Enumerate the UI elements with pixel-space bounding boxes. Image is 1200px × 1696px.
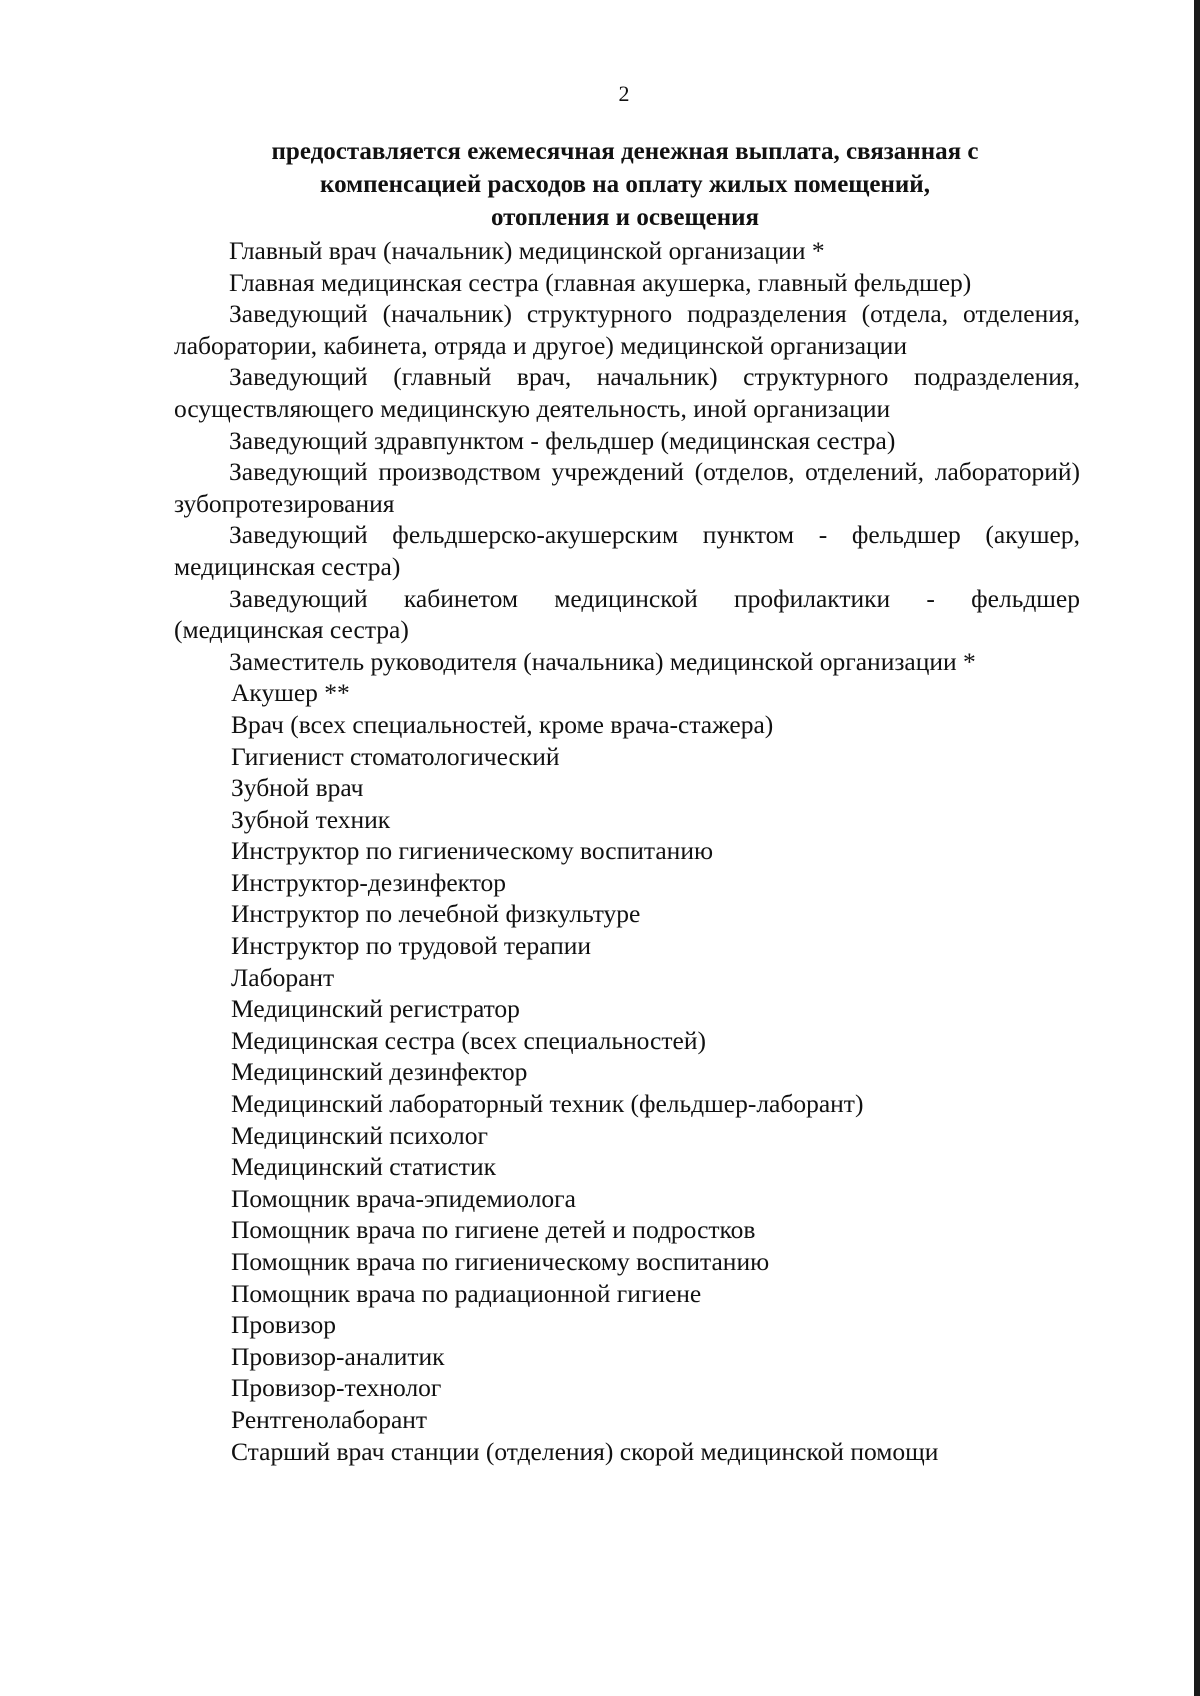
heading-line: компенсацией расходов на оплату жилых помещений, xyxy=(320,171,930,198)
position-item: Зубной врач xyxy=(231,773,364,803)
position-item: Медицинский психолог xyxy=(231,1120,488,1150)
position-item: Инструктор по лечебной физкультуре xyxy=(231,899,641,929)
position-paragraph: Главная медицинская сестра (главная акушерка, главный фельдшер) xyxy=(229,267,972,297)
position-item: Старший врач станции (отделения) скорой медицинской помощи xyxy=(231,1436,939,1466)
position-paragraph: Заведующий производством учреждений (отделов, отделений, лабораторий) зубопротезирования xyxy=(174,457,1080,518)
heading-line: предоставляется ежемесячная денежная выплата, связанная с xyxy=(271,138,979,165)
position-item: Медицинский регистратор xyxy=(231,994,520,1024)
position-item: Гигиенист стоматологический xyxy=(231,741,560,771)
position-item: Провизор xyxy=(231,1310,337,1340)
scan-border xyxy=(1194,0,1200,1696)
position-item: Врач (всех специальностей, кроме врача-стажера) xyxy=(231,709,774,739)
page-number: 2 xyxy=(618,81,630,106)
position-item: Провизор-технолог xyxy=(231,1373,442,1403)
position-item: Помощник врача по радиационной гигиене xyxy=(231,1278,702,1308)
position-paragraph: Заведующий (начальник) структурного подразделения (отдела, отделения, лаборатории, кабинета, отряда и другое) медицинской организации xyxy=(174,299,1080,360)
position-item: Зубной техник xyxy=(231,804,391,834)
position-paragraph: Заведующий кабинетом медицинской профилактики - фельдшер (медицинская сестра) xyxy=(174,583,1080,645)
position-item: Инструктор по гигиеническому воспитанию xyxy=(231,836,714,866)
position-item: Медицинский дезинфектор xyxy=(231,1057,528,1087)
position-item: Медицинская сестра (всех специальностей) xyxy=(231,1025,706,1055)
position-paragraph: Заведующий здравпунктом - фельдшер (медицинская сестра) xyxy=(229,425,896,455)
position-paragraph: Главный врач (начальник) медицинской организации * xyxy=(229,236,825,265)
position-paragraph: Заведующий фельдшерско-акушерским пунктом - фельдшер (акушер, медицинская сестра) xyxy=(174,520,1080,581)
position-list xyxy=(174,235,1080,1467)
position-item: Инструктор по трудовой терапии xyxy=(231,931,592,961)
position-item: Медицинский лабораторный техник (фельдшер-лаборант) xyxy=(231,1089,864,1119)
position-item: Помощник врача по гигиене детей и подростков xyxy=(231,1215,756,1245)
position-item: Провизор-аналитик xyxy=(231,1341,445,1371)
position-item: Рентгенолаборант xyxy=(231,1404,428,1434)
position-item: Инструктор-дезинфектор xyxy=(231,867,507,897)
position-paragraph: Заведующий (главный врач, начальник) структурного подразделения, осуществляющего медицинскую деятельность, иной организации xyxy=(174,362,1080,423)
position-item: Акушер ** xyxy=(231,678,350,708)
position-item: Медицинский статистик xyxy=(231,1152,496,1182)
heading-line: отопления и освещения xyxy=(490,204,760,231)
position-item: Помощник врача по гигиеническому воспитанию xyxy=(231,1247,770,1276)
position-item: Лаборант xyxy=(231,962,335,992)
position-paragraph: Заместитель руководителя (начальника) медицинской организации * xyxy=(229,646,976,676)
section-heading xyxy=(200,135,1050,234)
position-item: Помощник врача-эпидемиолога xyxy=(231,1183,576,1213)
